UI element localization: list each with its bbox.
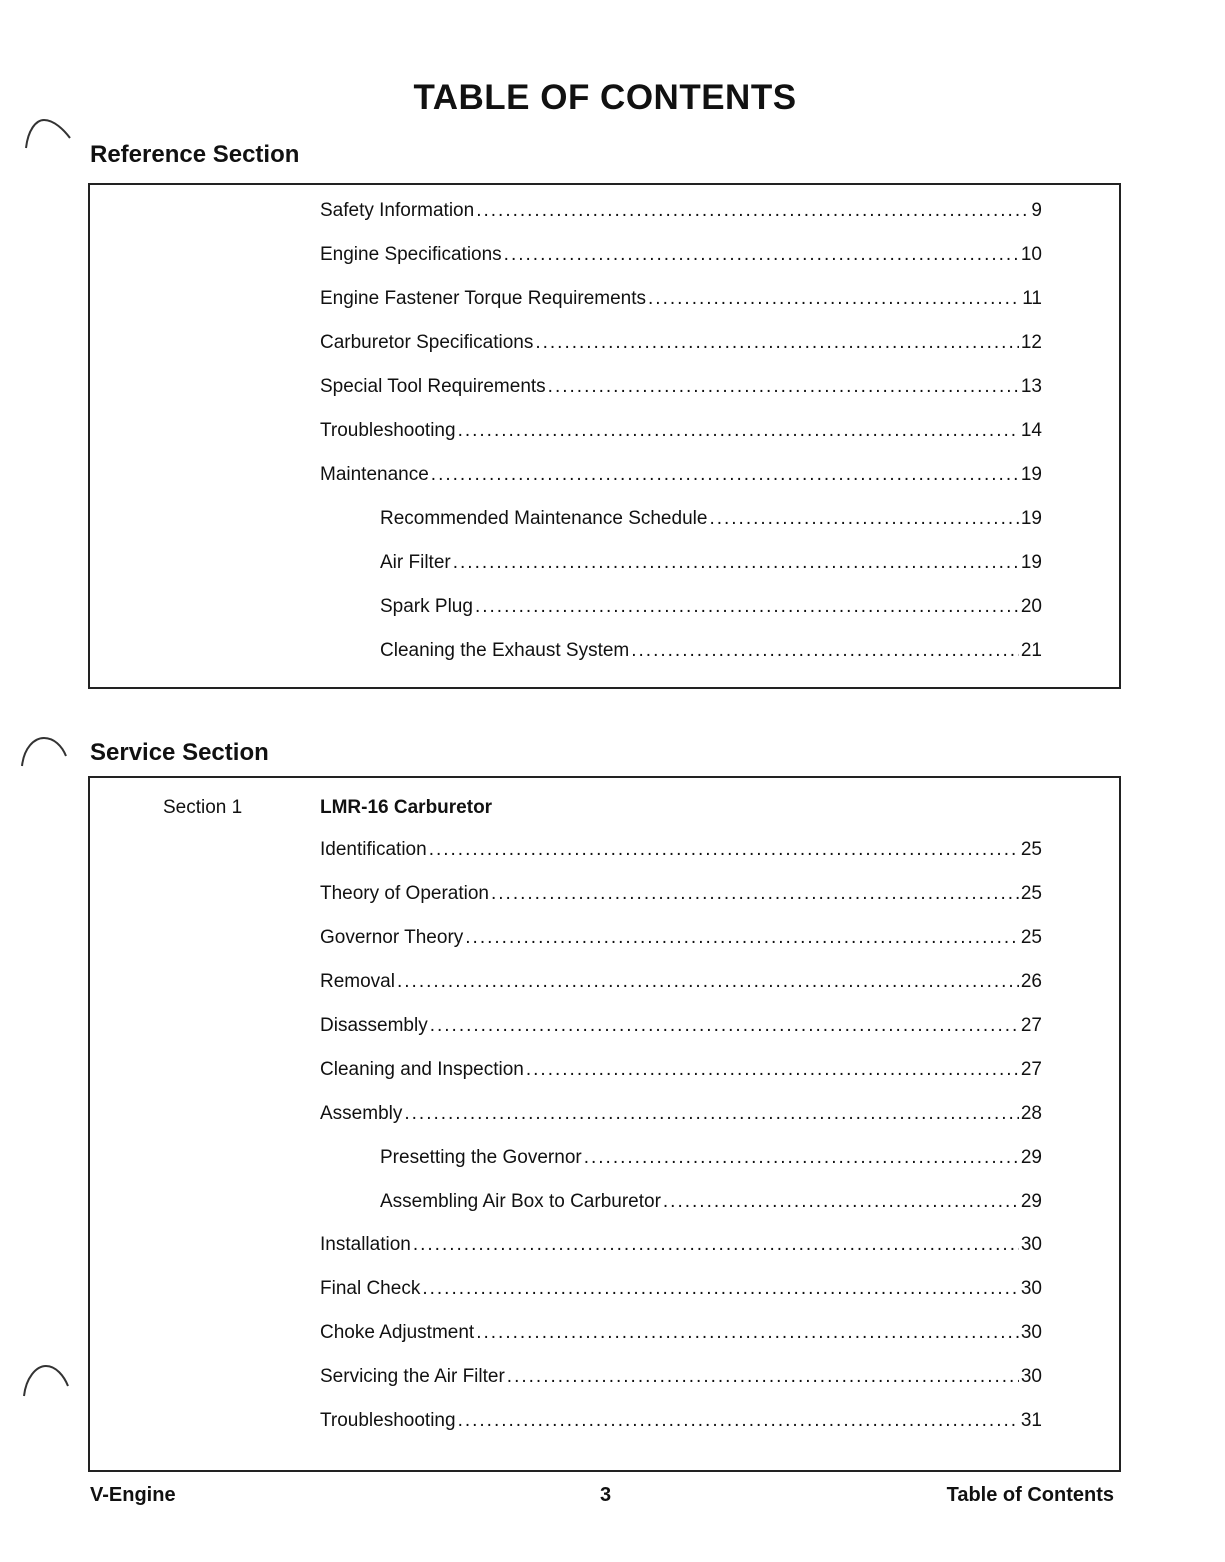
dot-leader (431, 464, 1019, 486)
dot-leader (430, 1015, 1019, 1037)
toc-entry-page: 13 (1020, 376, 1042, 397)
toc-entry[interactable] (320, 971, 1042, 1001)
toc-entry[interactable] (320, 1410, 1042, 1440)
toc-entry-label: Carburetor Specifications (320, 332, 534, 353)
binder-hole-arc-icon (14, 732, 76, 768)
toc-entry-page: 30 (1020, 1366, 1042, 1387)
toc-entry[interactable] (320, 1278, 1042, 1308)
toc-entry-page: 25 (1020, 839, 1042, 860)
binder-hole-arc-icon (14, 116, 76, 152)
toc-entry[interactable] (320, 883, 1042, 913)
toc-entry-page: 30 (1020, 1322, 1042, 1343)
toc-entry-page: 25 (1020, 927, 1042, 948)
toc-entry-label: Assembly (320, 1103, 403, 1124)
toc-entry[interactable] (320, 288, 1042, 318)
dot-leader (458, 420, 1019, 442)
toc-entry-page: 28 (1020, 1103, 1042, 1124)
toc-entry-label: Final Check (320, 1278, 421, 1299)
toc-entry-page: 30 (1020, 1234, 1042, 1255)
dot-leader (548, 376, 1019, 398)
toc-entry-label: Identification (320, 839, 427, 860)
toc-entry[interactable] (320, 1234, 1042, 1264)
dot-leader (404, 1103, 1019, 1125)
binder-hole-arc-icon (14, 1362, 76, 1398)
toc-entry-page: 30 (1020, 1278, 1042, 1299)
dot-leader (504, 244, 1019, 266)
toc-entry-label: Engine Specifications (320, 244, 502, 265)
toc-entry[interactable] (320, 200, 1042, 230)
toc-entry-page: 26 (1020, 971, 1042, 992)
toc-entry-page: 25 (1020, 883, 1042, 904)
toc-entry-page: 11 (1022, 288, 1042, 309)
toc-entry-label: Installation (320, 1234, 411, 1255)
dot-leader (429, 839, 1019, 861)
toc-entry-page: 29 (1020, 1147, 1042, 1168)
dot-leader (648, 288, 1020, 310)
toc-entry[interactable] (320, 464, 1042, 494)
dot-leader (422, 1278, 1019, 1300)
toc-entry-label: Air Filter (380, 552, 451, 573)
dot-leader (475, 596, 1019, 618)
footer-manual-title: V-Engine (90, 1484, 176, 1506)
toc-entry-label: Removal (320, 971, 395, 992)
toc-entry-label: Special Tool Requirements (320, 376, 546, 397)
dot-leader (413, 1234, 1019, 1256)
dot-leader (476, 1322, 1019, 1344)
toc-entry[interactable] (320, 332, 1042, 362)
dot-leader (663, 1191, 1019, 1213)
toc-entry[interactable] (320, 376, 1042, 406)
dot-leader (397, 971, 1019, 993)
toc-subentry[interactable] (380, 508, 1042, 538)
toc-entry-label: Spark Plug (380, 596, 473, 617)
reference-section-heading: Reference Section (90, 141, 300, 168)
toc-entry-label: Servicing the Air Filter (320, 1366, 505, 1387)
toc-entry-page: 27 (1020, 1059, 1042, 1080)
section-name: LMR-16 Carburetor (320, 797, 493, 818)
toc-entry-page: 10 (1020, 244, 1042, 265)
toc-subentry[interactable] (380, 1191, 1042, 1221)
toc-entry[interactable] (320, 1366, 1042, 1396)
toc-entry-label: Disassembly (320, 1015, 428, 1036)
toc-entry[interactable] (320, 244, 1042, 274)
dot-leader (458, 1410, 1019, 1432)
section-number-label: Section 1 (163, 797, 243, 818)
dot-leader (709, 508, 1018, 530)
toc-entry-page: 19 (1020, 464, 1042, 485)
toc-entry-page: 12 (1020, 332, 1042, 353)
toc-entry[interactable] (320, 927, 1042, 957)
toc-entry-label: Troubleshooting (320, 1410, 456, 1431)
toc-entry-page: 20 (1020, 596, 1042, 617)
footer-page-number: 3 (600, 1484, 612, 1506)
footer-section-title: Table of Contents (946, 1484, 1114, 1506)
toc-entry[interactable] (320, 839, 1042, 869)
toc-subentry[interactable] (380, 640, 1042, 670)
toc-entry-label: Troubleshooting (320, 420, 456, 441)
toc-entry[interactable] (320, 1322, 1042, 1352)
dot-leader (476, 200, 1029, 222)
dot-leader (631, 640, 1019, 662)
toc-entry[interactable] (320, 1103, 1042, 1133)
toc-entry-page: 29 (1020, 1191, 1042, 1212)
page-title: TABLE OF CONTENTS (413, 78, 797, 117)
toc-entry-label: Choke Adjustment (320, 1322, 475, 1343)
toc-entry-label: Assembling Air Box to Carburetor (380, 1191, 661, 1212)
toc-entry-label: Cleaning and Inspection (320, 1059, 524, 1080)
toc-entry-label: Governor Theory (320, 927, 464, 948)
toc-subentry[interactable] (380, 1147, 1042, 1177)
toc-entry-page: 31 (1020, 1410, 1042, 1431)
dot-leader (491, 883, 1019, 905)
toc-entry-page: 19 (1020, 552, 1042, 573)
dot-leader (535, 332, 1019, 354)
toc-entry-page: 9 (1031, 200, 1042, 221)
dot-leader (526, 1059, 1019, 1081)
toc-entry[interactable] (320, 420, 1042, 450)
dot-leader (507, 1366, 1019, 1388)
toc-subentry[interactable] (380, 552, 1042, 582)
toc-entry[interactable] (320, 1015, 1042, 1045)
toc-entry-label: Cleaning the Exhaust System (380, 640, 630, 661)
toc-entry-page: 19 (1020, 508, 1042, 529)
toc-entry-page: 14 (1020, 420, 1042, 441)
dot-leader (453, 552, 1019, 574)
toc-entry-page: 27 (1020, 1015, 1042, 1036)
toc-entry-label: Safety Information (320, 200, 475, 221)
toc-entry-label: Theory of Operation (320, 883, 489, 904)
toc-entry-label: Engine Fastener Torque Requirements (320, 288, 647, 309)
toc-entry-label: Presetting the Governor (380, 1147, 582, 1168)
dot-leader (584, 1147, 1019, 1169)
service-section-heading: Service Section (90, 739, 269, 766)
toc-entry-label: Maintenance (320, 464, 429, 485)
dot-leader (465, 927, 1019, 949)
toc-subentry[interactable] (380, 596, 1042, 626)
toc-entry-page: 21 (1020, 640, 1042, 661)
toc-entry[interactable] (320, 1059, 1042, 1089)
toc-entry-label: Recommended Maintenance Schedule (380, 508, 708, 529)
